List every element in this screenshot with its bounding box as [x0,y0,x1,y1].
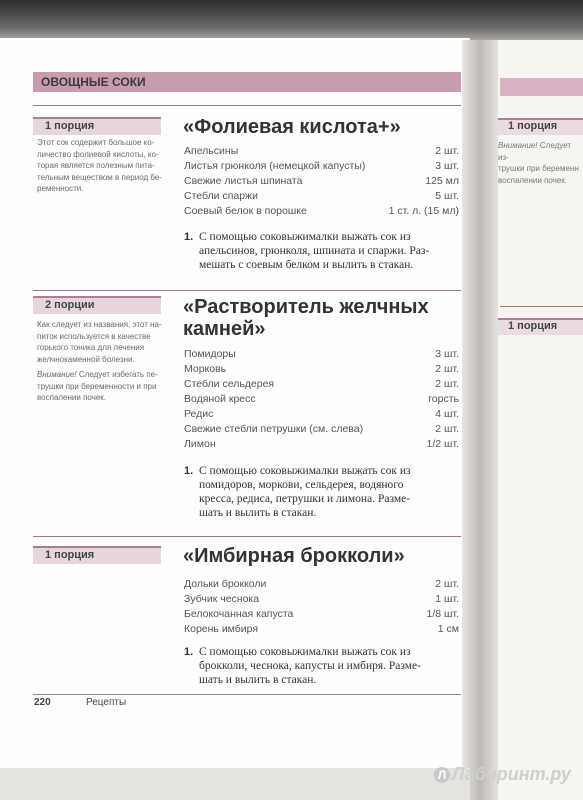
page-number: 220 [34,697,51,708]
right-portion-badge: 1 порция [498,118,583,135]
recipe-title: «Растворитель желчных камней» [183,296,429,340]
scan-bottom-edge [0,768,470,800]
recipe-title: «Имбирная брокколи» [183,545,405,567]
recipe-step: 1. С помощью соковыжималки выжать сок из брокколи, чеснока, капусты и имбиря. Разме- шать и вылить в стакан. [184,646,421,686]
ingredient-row: Помидоры 3 шт. [184,348,459,360]
divider [33,105,461,106]
portion-badge: 1 порция [33,546,161,564]
ingredient-row: Редис 4 шт. [184,408,459,420]
ingredient-row: Зубчик чеснока 1 шт. [184,593,459,605]
ingredient-row: Лимон 1/2 шт. [184,438,459,450]
ingredient-list [184,577,459,637]
ingredient-row: Морковь 2 шт. [184,363,459,375]
ingredient-row: Водяной кресс горсть [184,393,459,405]
footer-label: Рецепты [86,697,127,708]
section-title: ОВОЩНЫЕ СОКИ [41,75,146,89]
step-number: 1. [184,465,194,477]
ingredient-row: Свежие листья шпината 125 мл [184,175,459,187]
recipe-note: Как следует из названия, этот на- питок используется в качестве горького тоника для лечения желчнокаменной болезни. Внимание! Следует избегать пе- трушки при беременности и при воспалении почек. [37,320,162,402]
ingredient-list [184,144,459,219]
ingredient-row: Корень имбиря 1 см [184,623,459,635]
ingredient-row: Стебли спаржи 5 шт. [184,190,459,202]
book-gutter [462,40,498,800]
recipe-step: 1. С помощью соковыжималки выжать сок из помидоров, моркови, сельдерея, водяного кресса, редиса, петрушки и лимона. Разме- шать и вылить в стакан. [184,465,411,519]
ingredient-row: Стебли сельдерея 2 шт. [184,378,459,390]
page-footer-rule [33,694,461,695]
step-number: 1. [184,231,194,243]
right-note: Внимание! Следует из- трушки при беременн воспалении почек. [498,141,579,185]
divider [33,536,461,537]
right-portion-badge: 1 порция [498,318,583,335]
right-section-band [500,78,583,96]
ingredient-row: Дольки брокколи 2 шт. [184,578,459,590]
ingredient-row: Соевый белок в порошке 1 ст. л. (15 мл) [184,205,459,217]
divider [33,290,461,291]
ingredient-row: Листья грюнколя (немецкой капусты) 3 шт. [184,160,459,172]
recipe-title: «Фолиевая кислота+» [183,116,401,138]
section-header [33,72,461,92]
labirint-logo-icon: Л [434,767,450,783]
scan-top-shadow [0,0,583,40]
ingredient-row: Апельсины 2 шт. [184,145,459,157]
recipe-step: 1. С помощью соковыжималки выжать сок из апельсинов, грюнколя, шпината и спаржи. Раз- мешать с соевым белком и вылить в стакан. [184,231,430,271]
ingredient-row: Свежие стебли петрушки (см. слева) 2 шт. [184,423,459,435]
portion-badge: 1 порция [33,117,161,135]
right-divider [500,306,583,307]
ingredient-list [184,347,459,452]
warning-label: Внимание! [37,370,77,379]
recipe-note: Этот сок содержит большое ко- личество фолиевой кислоты, ко- торая является полезным пита- тельным веществом в период бе- ременности. [37,138,162,193]
step-number: 1. [184,646,194,658]
watermark: Л Лабиринт.ру [434,764,571,785]
portion-badge: 2 порции [33,296,161,314]
ingredient-row: Белокочанная капуста 1/8 шт. [184,608,459,620]
